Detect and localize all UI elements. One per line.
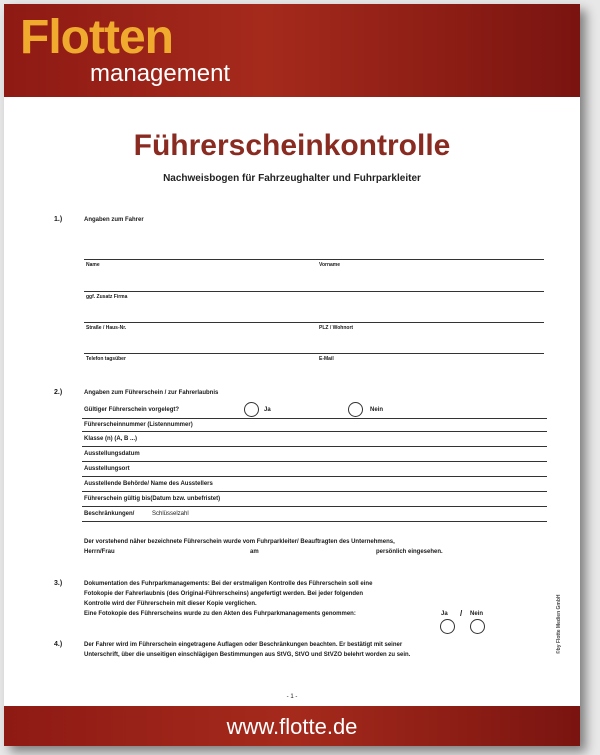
license-no-label: Nein: [370, 407, 384, 413]
vorname-label: Vorname: [319, 262, 341, 268]
field-line[interactable]: [82, 506, 547, 507]
section1-number: 1.): [54, 216, 63, 223]
section2-heading: Angaben zum Führerschein / zur Fahrerlaubnis: [84, 390, 219, 396]
section2-number: 2.): [54, 389, 63, 396]
field-label: Klasse (n) (A, B ...): [84, 436, 138, 442]
field-label: Ausstellungsort: [84, 466, 130, 472]
statement-end: persönlich eingesehen.: [376, 549, 443, 555]
license-yes-radio[interactable]: [244, 402, 259, 417]
restrictions-value: Schlüsselzahl: [152, 511, 189, 517]
section3-text: Dokumentation des Fuhrparkmanagements: Bei der erstmaligen Kontrolle des Führerschein soll eine: [84, 581, 373, 587]
strasse-label: Straße / Haus-Nr.: [86, 325, 127, 331]
copy-yes-radio[interactable]: [440, 619, 455, 634]
document-page: [4, 4, 580, 746]
name-label: Name: [86, 262, 100, 268]
restrictions-label: Beschränkungen/: [84, 511, 135, 517]
section4-number: 4.): [54, 641, 63, 648]
copy-no-label: Nein: [470, 611, 484, 617]
statement-herr-frau: Herrn/Frau: [84, 549, 115, 555]
field-line[interactable]: [82, 476, 547, 477]
page-title: Führerscheinkontrolle: [133, 129, 451, 162]
telefon-line[interactable]: [84, 353, 544, 354]
page-number: - 1 -: [286, 694, 298, 700]
section3-text: Kontrolle wird der Führerschein mit dieser Kopie verglichen.: [84, 601, 257, 607]
telefon-label: Telefon tagsüber: [86, 356, 126, 362]
copy-no-radio[interactable]: [470, 619, 485, 634]
name-line[interactable]: [84, 259, 544, 260]
logo-sub: management: [90, 60, 231, 87]
page-subtitle: Nachweisbogen für Fahrzeughalter und Fuhrparkleiter: [163, 173, 421, 184]
zusatz-label: ggf. Zusatz Firma: [86, 294, 128, 300]
header-banner: [4, 4, 580, 97]
section4-text: Der Fahrer wird im Führerschein eingetragene Auflagen oder Beschränkungen beachten. Er bestätigt mit seiner: [84, 642, 403, 648]
field-line[interactable]: [82, 521, 547, 522]
field-line[interactable]: [82, 431, 547, 432]
field-label: Ausstellende Behörde/ Name des Ausstellers: [84, 481, 213, 487]
statement-am: am: [250, 549, 259, 555]
license-no-radio[interactable]: [348, 402, 363, 417]
section4-text: Unterschrift, über die unseitigen einschlägigen Bestimmungen aus StVG, StVO und StVZO belehrt worden zu sein.: [84, 652, 411, 658]
field-label: Führerschein gültig bis(Datum bzw. unbefristet): [84, 496, 221, 502]
copy-yes-label: Ja: [441, 611, 448, 617]
section3-number: 3.): [54, 580, 63, 587]
license-yes-label: Ja: [264, 407, 271, 413]
statement-line-1: Der vorstehend näher bezeichnete Führerschein wurde vom Fuhrparkleiter/ Beauftragten des Unternehmens,: [84, 539, 395, 545]
footer-banner: [4, 706, 580, 746]
email-label: E-Mail: [319, 356, 334, 362]
field-label: Ausstellungsdatum: [84, 451, 140, 457]
copy-question: Eine Fotokopie des Führerscheins wurde zu den Akten des Fuhrparkmanagements genommen:: [84, 611, 356, 617]
strasse-line[interactable]: [84, 322, 544, 323]
logo-main: Flotten: [20, 11, 173, 64]
field-label: Führerscheinnummer (Listennummer): [84, 422, 193, 428]
field-line[interactable]: [82, 461, 547, 462]
license-question: Gültiger Führerschein vorgelegt?: [84, 407, 180, 413]
field-line[interactable]: [82, 446, 547, 447]
field-line: [82, 418, 547, 419]
field-line[interactable]: [82, 491, 547, 492]
copyright-note: ©by Flotte Medien GmbH: [556, 594, 562, 654]
section3-text: Fotokopie der Fahrerlaubnis (des Original-Führerscheins) angefertigt werden. Bei jeder folgenden: [84, 591, 364, 597]
footer-url[interactable]: www.flotte.de: [226, 714, 358, 739]
section1-heading: Angaben zum Fahrer: [84, 217, 144, 223]
zusatz-line[interactable]: [84, 291, 544, 292]
copy-separator: /: [460, 609, 463, 618]
plz-label: PLZ / Wohnort: [319, 325, 354, 331]
